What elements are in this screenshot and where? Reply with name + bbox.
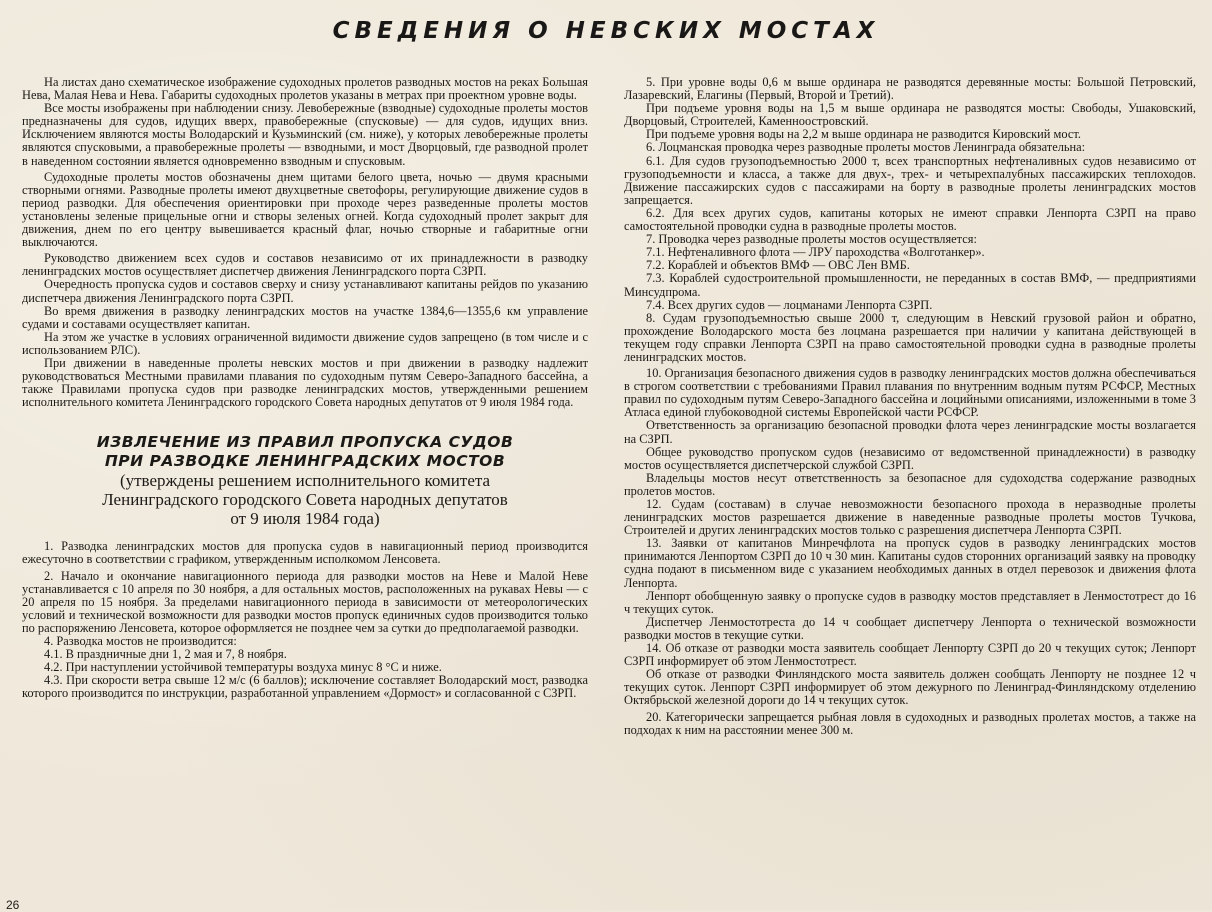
- paragraph: Все мосты изображены при наблюдении снизу. Левобережные (взводные) судоходные пролеты мостов предназначены для судов, идущих вверх, правобережные (спусковые) — для судов, идущих вниз. Исключением являются мосты Володарский и Кузьминский (см. ниже), у которых левобережные пролеты являются спусковыми, а правобережные пролеты — взводными, и мост Дворцовый, где разводной пролет в наведенном состоянии является одновременно взводным и спусковым.: [22, 101, 588, 168]
- paragraph: 10. Организация безопасного движения судов в разводку ленинградских мостов должна обеспечиваться в строгом соответствии с требованиями Правил плавания по внутренним водным путям РСФСР, Местных правил по судоходным путям Северо-Западного бассейна и лоцийными описаниями, изложенными в томе 3 Атласа единой глубоководной системы Европейской части РСФСР.: [624, 366, 1196, 420]
- rule-item: 4.1. В праздничные дни 1, 2 мая и 7, 8 ноября.: [44, 647, 287, 662]
- paragraph: 6.1. Для судов грузоподъемностью 2000 т, всех транспортных нефтеналивных судов независимо от грузоподъемности и класса, а также для двух-, трех- и четырехпалубных пассажирских теплоходов. Движение пассажирских судов с пассажирами на борту в разводные пролеты ленинградских мостов запрещается.: [624, 153, 1196, 207]
- extract-heading-block: [22, 433, 588, 528]
- paragraph: 7.4. Всех других судов — лоцманами Ленпорта СЗРП.: [646, 297, 933, 312]
- paragraph: Судоходные пролеты мостов обозначены днем щитами белого цвета, ночью — двумя красными створными огнями. Разводные пролеты имеют двухцветные светофоры, регулирующие движение судов в период разводки. Для обеспечения ориентировки при проходе через разведенные пролеты мостов установлены зеленые прицельные огни и створы зеленых огней. Когда судоходный пролет закрыт для движения, днем по его центру вывешивается красный флаг, ночью створные и габаритные огни выключаются.: [22, 169, 588, 250]
- paragraph: Во время движения в разводку ленинградских мостов на участке 1384,6—1355,6 км управление судами и составами осуществляет капитан.: [22, 303, 588, 331]
- paragraph: При подъеме уровня воды на 1,5 м выше ординара не разводятся мосты: Свободы, Ушаковский, Дворцовый, Строителей, Каменноостровский.: [624, 101, 1196, 129]
- paragraph: 7. Проводка через разводные пролеты мостов осуществляется:: [646, 232, 977, 247]
- paragraph: Ленпорт обобщенную заявку о пропуске судов в разводку мостов представляет в Ленмостотрест до 16 ч текущих суток.: [624, 588, 1196, 616]
- page-title: СВЕДЕНИЯ О НЕВСКИХ МОСТАХ: [332, 18, 880, 44]
- paragraph: 6. Лоцманская проводка через разводные пролеты мостов Ленинграда обязательна:: [646, 140, 1086, 155]
- paragraph: При подъеме уровня воды на 2,2 м выше ординара не разводится Кировский мост.: [646, 127, 1081, 142]
- paragraph: Общее руководство пропуском судов (независимо от ведомственной принадлежности) в разводку мостов осуществляется диспетчерской службой СЗРП.: [624, 444, 1196, 472]
- paragraph: Владельцы мостов несут ответственность за безопасное для судоходства содержание разводных пролетов мостов.: [624, 470, 1196, 498]
- rule-item: 4.3. При скорости ветра свыше 12 м/с (6 баллов); исключение составляет Володарский мост, разводка которого производится по инструкции, разработанной управлением «Дормост» и согласованной с СЗРП.: [22, 673, 588, 701]
- paragraph: Очередность пропуска судов и составов сверху и снизу устанавливают капитаны рейдов по указанию диспетчера движения Ленинградского порта СЗРП.: [22, 277, 588, 305]
- extract-subtitle: от 9 июля 1984 года): [230, 509, 380, 529]
- rule-item: 4. Разводка мостов не производится:: [44, 634, 237, 648]
- rule-item: 2. Начало и окончание навигационного периода для разводки мостов на Неве и Малой Неве устанавливается с 10 апреля по 30 ноября, а для остальных мостов, расположенных на рукавах Невы — с 20 апреля по 15 ноября. За пределами навигационного периода в зависимости от метеорологических условий и технической возможности для разводки мостов пропуск единичных судов производится только по распоряжению Ленсовета, которое оформляется не позднее чем за сутки до предполагаемой разводки.: [22, 568, 588, 635]
- paragraph: 7.3. Кораблей судостроительной промышленности, не переданных в состав ВМФ, — предприятиями Минсудпрома.: [624, 271, 1196, 299]
- paragraph: 8. Судам грузоподъемностью свыше 2000 т, следующим в Невский грузовой район и обратно, прохождение Володарского моста без лоцмана разрешается при наличии у капитана действующей в текущем году справки Ленпорта СЗРП на право самостоятельной проводки судна в разводные пролеты ленинградских мостов.: [624, 310, 1196, 364]
- rule-item: 1. Разводка ленинградских мостов для пропуска судов в навигационный период производится ежесуточно в соответствии с графиком, утвержденным исполкомом Ленсовета.: [22, 539, 588, 567]
- extract-heading: ИЗВЛЕЧЕНИЕ ИЗ ПРАВИЛ ПРОПУСКА СУДОВ: [96, 433, 514, 452]
- paragraph: При движении в наведенные пролеты невских мостов и при движении в разводку надлежит руководствоваться Местными правилами плавания по судоходным путям Северо-Западного бассейна, а также Правилами пропуска судов при разводке ленинградских мостов, утвержденными решением исполнительного комитета Ленинградского городского Совета народных депутатов от 9 июля 1984 года.: [22, 355, 588, 410]
- paragraph: 20. Категорически запрещается рыбная ловля в судоходных и разводных пролетах мостов, а также на подходах к ним на расстоянии менее 300 м.: [624, 709, 1196, 737]
- right-column: [624, 76, 1196, 737]
- paragraph: 12. Судам (составам) в случае невозможности безопасного прохода в неразводные пролеты ленинградских мостов разрешается движение в наведенные разводные пролеты мостов Тучкова, Строителей и других ленинградских мостов только с разрешения диспетчера Ленпорта СЗРП.: [624, 497, 1196, 538]
- paragraph: Руководство движением всех судов и составов независимо от их принадлежности в разводку ленинградских мостов осуществляет диспетчер движения Ленинградского порта СЗРП.: [22, 251, 588, 279]
- paragraph: 7.2. Кораблей и объектов ВМФ — ОВС Лен ВМБ.: [646, 258, 910, 273]
- paragraph: На листах дано схематическое изображение судоходных пролетов разводных мостов на реках Большая Нева, Малая Нева и Нева. Габариты судоходных пролетов указаны в метрах при проектном уровне воды.: [22, 75, 588, 103]
- paragraph: 7.1. Нефтеналивного флота — ЛРУ пароходства «Волготанкер».: [646, 245, 985, 260]
- paragraph: 13. Заявки от капитанов Минречфлота на пропуск судов в разводку ленинградских мостов принимаются Ленпортом СЗРП до 10 ч 30 мин. Капитаны судов сторонних организаций заявку на проводку судна подают в письменном виде с указанием необходимых данных в отдел перевозок и движения флота Ленпорта.: [624, 536, 1196, 590]
- paragraph: 14. Об отказе от разводки моста заявитель сообщает Ленпорту СЗРП до 20 ч текущих суток; Ленпорт СЗРП информирует об этом Ленмостотрест.: [624, 641, 1196, 669]
- extract-subtitle: (утверждены решением исполнительного комитета: [119, 471, 491, 491]
- paragraph: На этом же участке в условиях ограниченной видимости движение судов запрещено (в том числе и с использованием РЛС).: [22, 329, 588, 357]
- extract-heading: ПРИ РАЗВОДКЕ ЛЕНИНГРАДСКИХ МОСТОВ: [104, 452, 506, 471]
- paragraph: Ответственность за организацию безопасной проводки флота через ленинградские мосты возлагается на СЗРП.: [624, 418, 1196, 446]
- paragraph: Об отказе от разводки Финляндского моста заявитель должен сообщать Ленпорту не позднее 12 ч текущих суток. Ленпорт СЗРП информирует об этом дежурного по Ленинград-Финляндскому отделению Октябрьской железной дороги до 14 ч текущих суток.: [624, 667, 1196, 708]
- left-column: [22, 76, 588, 700]
- paragraph: Диспетчер Ленмостотреста до 14 ч сообщает диспетчеру Ленпорта о технической возможности разводки мостов в текущие сутки.: [624, 614, 1196, 642]
- paragraph: 5. При уровне воды 0,6 м выше ординара не разводятся деревянные мосты: Большой Петровский, Лазаревский, Елагины (Первый, Второй и Третий).: [624, 75, 1196, 103]
- extract-subtitle: Ленинградского городского Совета народных депутатов: [102, 490, 508, 510]
- rule-item: 4.2. При наступлении устойчивой температуры воздуха минус 8 °С и ниже.: [44, 660, 442, 675]
- paragraph: 6.2. Для всех других судов, капитаны которых не имеют справки Ленпорта СЗРП на право самостоятельной проводки судна в разводные пролеты мостов.: [624, 205, 1196, 234]
- page-number: 26: [6, 898, 20, 912]
